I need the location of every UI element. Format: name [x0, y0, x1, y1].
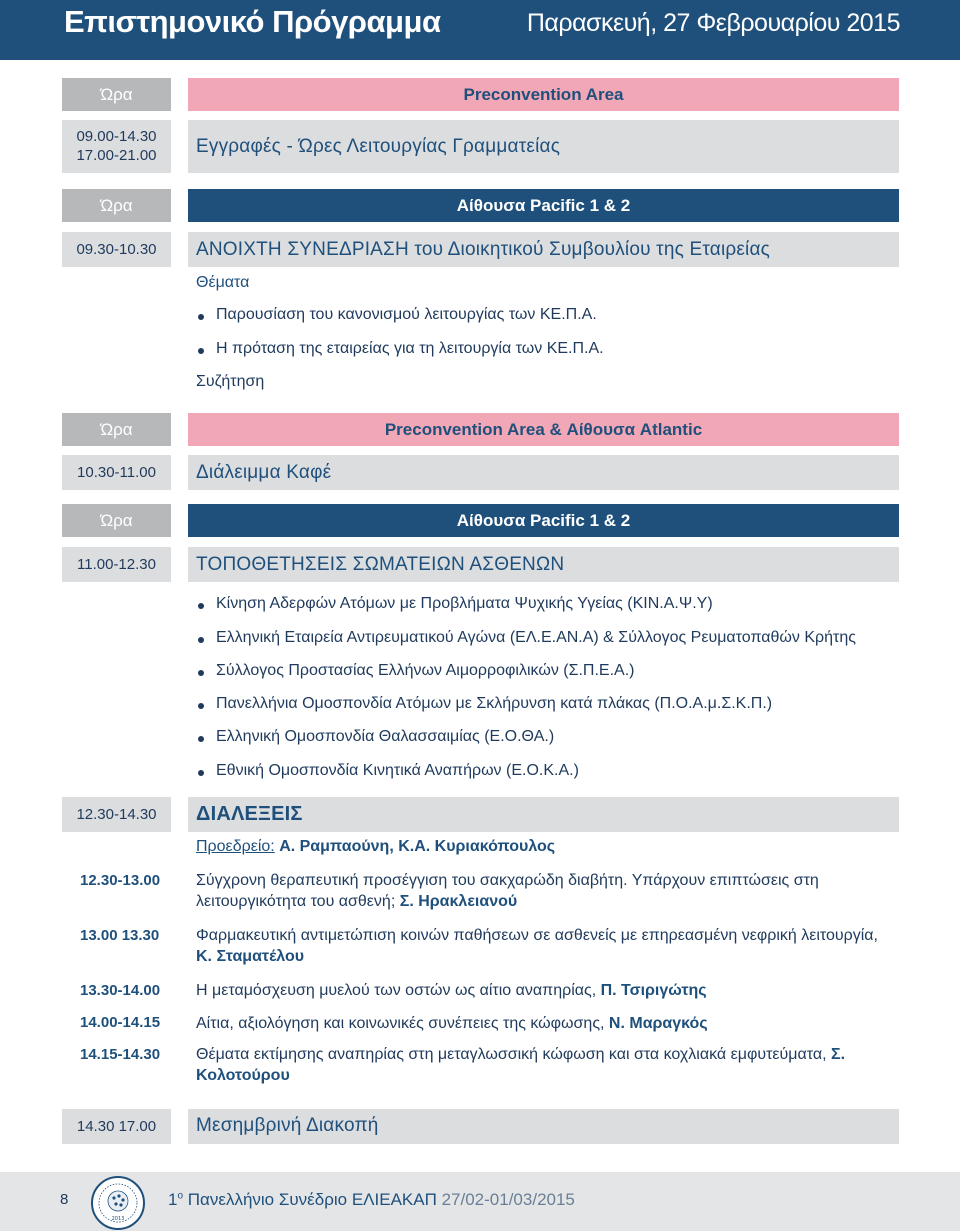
list-item: Η πρόταση της εταιρείας για τη λειτουργία των ΚΕ.Π.Α. [216, 340, 604, 357]
venue-bar: Preconvention Area & Αίθουσα Atlantic [188, 413, 899, 446]
session-title-bar [188, 797, 899, 832]
list-item: Κίνηση Αδερφών Ατόμων με Προβλήματα Ψυχικής Υγείας (ΚΙΝ.Α.Ψ.Υ) [216, 595, 713, 612]
bullet-icon [198, 736, 204, 742]
session-time: 14.30 17.00 [62, 1109, 171, 1144]
talk-item: Η μεταμόσχευση μυελού των οστών ως αίτιο αναπηρίας, Π. Τσιριγώτης [196, 982, 707, 999]
talk-speaker: Σ. Κολοτούρου [196, 1046, 846, 1084]
session-title: Μεσημβρινή Διακοπή [196, 1115, 379, 1136]
bullet-icon [198, 348, 204, 354]
session-time: 10.30-11.00 [62, 455, 171, 490]
list-item: Ελληνική Ομοσπονδία Θαλασσαιμίας (Ε.Ο.ΘΑ.) [216, 728, 555, 745]
list-item: Σύλλογος Προστασίας Ελλήνων Αιμορροφιλικών (Σ.Π.Ε.Α.) [216, 662, 635, 679]
talk-speaker: Ν. Μαραγκός [608, 1015, 708, 1032]
session-title-bar [188, 455, 899, 490]
page-title: Επιστημονικό Πρόγραμμα [64, 4, 441, 39]
talk-speaker: Κ. Σταματέλου [196, 948, 305, 965]
session-time: 12.30-14.30 [62, 797, 171, 832]
page-footer [0, 1172, 960, 1231]
talk-speaker: Σ. Ηρακλειανού [399, 893, 518, 910]
venue-bar: Αίθουσα Pacific 1 & 2 [188, 189, 899, 222]
list-item: Πανελλήνια Ομοσπονδία Ατόμων με Σκλήρυνση κατά πλάκας (Π.Ο.Α.μ.Σ.Κ.Π.) [216, 695, 773, 712]
bullet-icon [198, 603, 204, 609]
session-title-bar [188, 547, 899, 582]
session-title: Διάλειμμα Καφέ [196, 462, 332, 483]
bullet-icon [198, 770, 204, 776]
chair-names: Α. Ραμπαούνη, Κ.Α. Κυριακόπουλος [279, 838, 556, 855]
footer-conference-title: $1^o$ Πανελλήνιο Συνέδριο ΕΛΙΕΑΚΑΠ 27/02-01/03/2015 [168, 1190, 575, 1209]
talk-time: 14.00-14.15 [80, 1014, 161, 1031]
conference-logo-icon [90, 1175, 146, 1231]
bullet-icon [198, 670, 204, 676]
talk-time: 14.15-14.30 [80, 1046, 161, 1063]
session-title: ΤΟΠΟΘΕΤΗΣΕΙΣ ΣΩΜΑΤΕΙΩΝ ΑΣΘΕΝΩΝ [196, 554, 565, 575]
session-title: ΔΙΑΛΕΞΕΙΣ [196, 803, 303, 825]
talk-item: Σύγχρονη θεραπευτική προσέγγιση του σακχαρώδη διαβήτη. Υπάρχουν επιπτώσεις στη λειτουργικότητα του ασθενή; Σ. Ηρακλειανού [196, 872, 819, 910]
talk-time: 12.30-13.00 [80, 872, 161, 889]
logo-year: 2013 [111, 1216, 125, 1222]
time-column-header: Ώρα [62, 189, 171, 222]
talk-item: Θέματα εκτίμησης αναπηρίας στη μεταγλωσσική κώφωση και στα κοχλιακά εμφυτεύματα, Σ. Κολοτούρου [196, 1046, 846, 1084]
topics-label: Θέματα [196, 274, 250, 291]
session-title: ΑΝΟΙΧΤΗ ΣΥΝΕΔΡΙΑΣΗ του Διοικητικού Συμβουλίου της Εταιρείας [196, 239, 771, 260]
chair-label: Προεδρείο: [196, 838, 275, 855]
time-column-header: Ώρα [62, 413, 171, 446]
bullet-icon [198, 314, 204, 320]
venue-bar: Preconvention Area [188, 78, 899, 111]
session-time: 09.00-14.30 17.00-21.00 [62, 120, 171, 173]
time-column-header: Ώρα [62, 504, 171, 537]
list-item: Παρουσίαση του κανονισμού λειτουργίας των ΚΕ.Π.Α. [216, 306, 597, 323]
talk-time: 13.30-14.00 [80, 982, 161, 999]
session-time: 09.30-10.30 [62, 232, 171, 267]
bullet-icon [198, 703, 204, 709]
session-title-bar [188, 1109, 899, 1144]
bullet-icon [198, 637, 204, 643]
page-date: Παρασκευή, 27 Φεβρουαρίου 2015 [526, 9, 900, 37]
session-title-bar [188, 120, 899, 173]
session-title: Εγγραφές - Ώρες Λειτουργίας Γραμματείας [196, 136, 561, 157]
page-number: 8 [60, 1191, 69, 1208]
venue-bar: Αίθουσα Pacific 1 & 2 [188, 504, 899, 537]
page-header [0, 0, 960, 60]
talk-item: Αίτια, αξιολόγηση και κοινωνικές συνέπειες της κώφωσης, Ν. Μαραγκός [196, 1015, 708, 1032]
list-item: Ελληνική Εταιρεία Αντιρευματικού Αγώνα (ΕΛ.Ε.ΑΝ.Α) & Σύλλογος Ρευματοπαθών Κρήτης [216, 629, 856, 646]
session-title-bar [188, 232, 899, 267]
talk-time: 13.00 13.30 [80, 927, 160, 944]
session-time: 11.00-12.30 [62, 547, 171, 582]
chair-line [196, 838, 555, 856]
talk-item: Φαρμακευτική αντιμετώπιση κοινών παθήσεων σε ασθενείς με επηρεασμένη νεφρική λειτουργία, Κ. Σταματέλου [196, 927, 878, 965]
discussion-label: Συζήτηση [196, 373, 265, 390]
talk-speaker: Π. Τσιριγώτης [600, 982, 707, 999]
list-item: Εθνική Ομοσπονδία Κινητικά Αναπήρων (Ε.Ο.Κ.Α.) [216, 762, 579, 779]
time-column-header: Ώρα [62, 78, 171, 111]
